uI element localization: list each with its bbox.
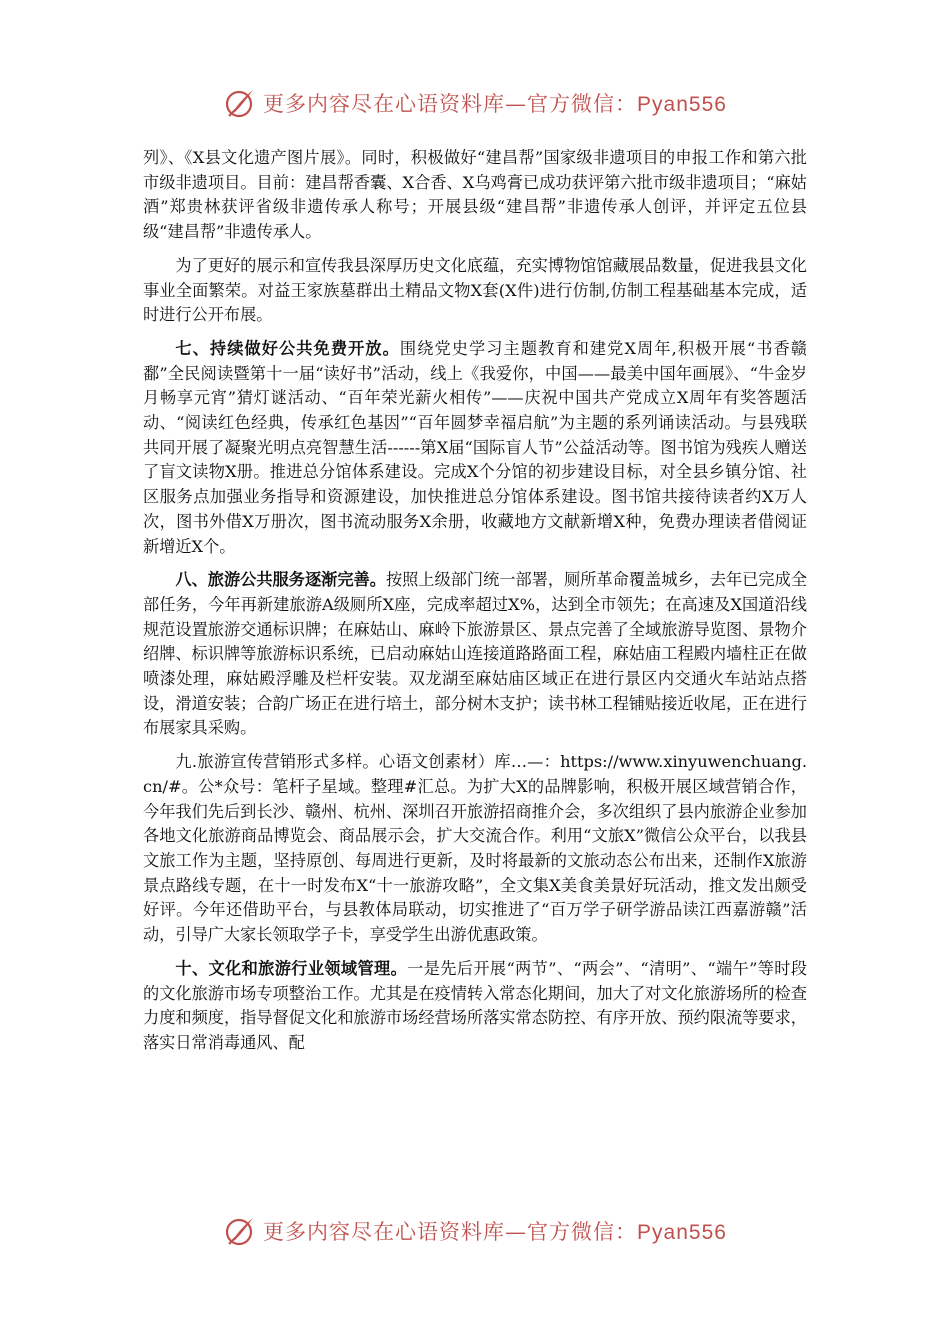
- header-banner-text: 更多内容尽在心语资料库—官方微信：Pyan556: [263, 92, 727, 116]
- document-body: [143, 146, 807, 1065]
- section-heading: 十、文化和旅游行业领域管理。: [175, 958, 408, 978]
- paragraph: 列》、《X县文化遗产图片展》。同时，积极做好“建昌帮”国家级非遗项目的申报工作和第六批市级非遗项目。目前：建昌帮香囊、X合香、X乌鸡膏已成功获评第六批市级非遗项目；“麻姑酒”郑贵林获评省级非遗传承人称号；开展县级“建昌帮”非遗传承人创评，并评定五位县级“建昌帮”非遗传承人。: [143, 148, 807, 242]
- paragraph: 七、持续做好公共免费开放。围绕党史学习主题教育和建党X周年,积极开展“书香赣鄱”全民阅读暨第十一届“读好书”活动，线上《我爱你，中国——最美中国年画展》、“牛金岁月畅享元宵”猜灯谜活动、“百年荣光薪火相传”——庆祝中国共产党成立X周年有奖答题活动、“阅读红色经典，传承红色基因”“百年圆梦幸福启航”为主题的系列诵读活动。与县残联共同开展了凝聚光明点亮智慧生活------第X届“国际盲人节”公益活动等。图书馆为残疾人赠送了盲文读物X册。推进总分馆体系建设。完成X个分馆的初步建设目标，对全县乡镇分馆、社区服务点加强业务指导和资源建设，加快推进总分馆体系建设。图书馆共接待读者约X万人次，图书外借X万册次，图书流动服务X余册，收藏地方文献新增X种，免费办理读者借阅证新增近X个。: [143, 338, 807, 556]
- paragraph: 九.旅游宣传营销形式多样。心语文创素材）库…—：https://www.xinyuwenchuang.cn/#。公*众号：笔杆子星域。整理#汇总。为扩大X的品牌影响，积极开展区域营销合作，今年我们先后到长沙、赣州、杭州、深圳召开旅游招商推介会，多次组织了县内旅游企业参加各地文化旅游商品博览会、商品展示会，扩大交流合作。利用“文旅X”微信公众平台，以我县文旅工作为主题，坚持原创、每周进行更新，及时将最新的文旅动态公布出来，还制作X旅游景点路线专题，在十一时发布X“十一旅游攻略”，全文集X美食美景好玩活动，推文发出颇受好评。今年还借助平台，与县教体局联动，切实推进了“百万学子研学游品读江西嘉游赣”活动，引导广大家长领取学子卡，享受学生出游优惠政策。: [143, 752, 807, 945]
- section-heading: 七、持续做好公共免费开放。: [175, 338, 400, 358]
- footer-banner: [0, 1208, 950, 1254]
- paragraph: 八、旅游公共服务逐渐完善。按照上级部门统一部署，厕所革命覆盖城乡，去年已完成全部任务，今年再新建旅游A级厕所X座，完成率超过X%，达到全市领先；在高速及X国道沿线规范设置旅游交通标识牌；在麻姑山、麻岭下旅游景区、景点完善了全域旅游导览图、景物介绍牌、标识牌等旅游标识系统，已启动麻姑山连接道路路面工程，麻姑庙工程殿内墙柱正在做喷漆处理，麻姑殿浮雕及栏杆安装。双龙湖至麻姑庙区域正在进行景区内交通火车站站点搭设，滑道安装；合韵广场正在进行培土，部分树木支护；读书林工程铺贴接近收尾，正在进行布展家具采购。: [143, 570, 808, 738]
- quill-logo-icon: [223, 86, 257, 120]
- paragraph: 为了更好的展示和宣传我县深厚历史文化底蕴，充实博物馆馆藏展品数量，促进我县文化事业全面繁荣。对益王家族墓群出土精品文物X套(X件)进行仿制,仿制工程基础基本完成，适时进行公开布展。: [143, 255, 807, 325]
- section-heading: 八、旅游公共服务逐渐完善。: [175, 570, 386, 590]
- paragraph: 十、文化和旅游行业领域管理。一是先后开展“两节”、“两会”、“清明”、“端午”等时段的文化旅游市场专项整治工作。尤其是在疫情转入常态化期间，加大了对文化旅游场所的检查力度和频度，指导督促文化和旅游市场经营场所落实常态防控、有序开放、预约限流等要求，落实日常消毒通风、配: [143, 958, 808, 1052]
- quill-logo-icon: [223, 1214, 257, 1248]
- footer-wechat-id: Pyan556: [637, 1221, 727, 1244]
- header-banner: [0, 80, 950, 126]
- header-wechat-id: Pyan556: [637, 93, 727, 116]
- footer-banner-text: 更多内容尽在心语资料库—官方微信：Pyan556: [263, 1220, 727, 1244]
